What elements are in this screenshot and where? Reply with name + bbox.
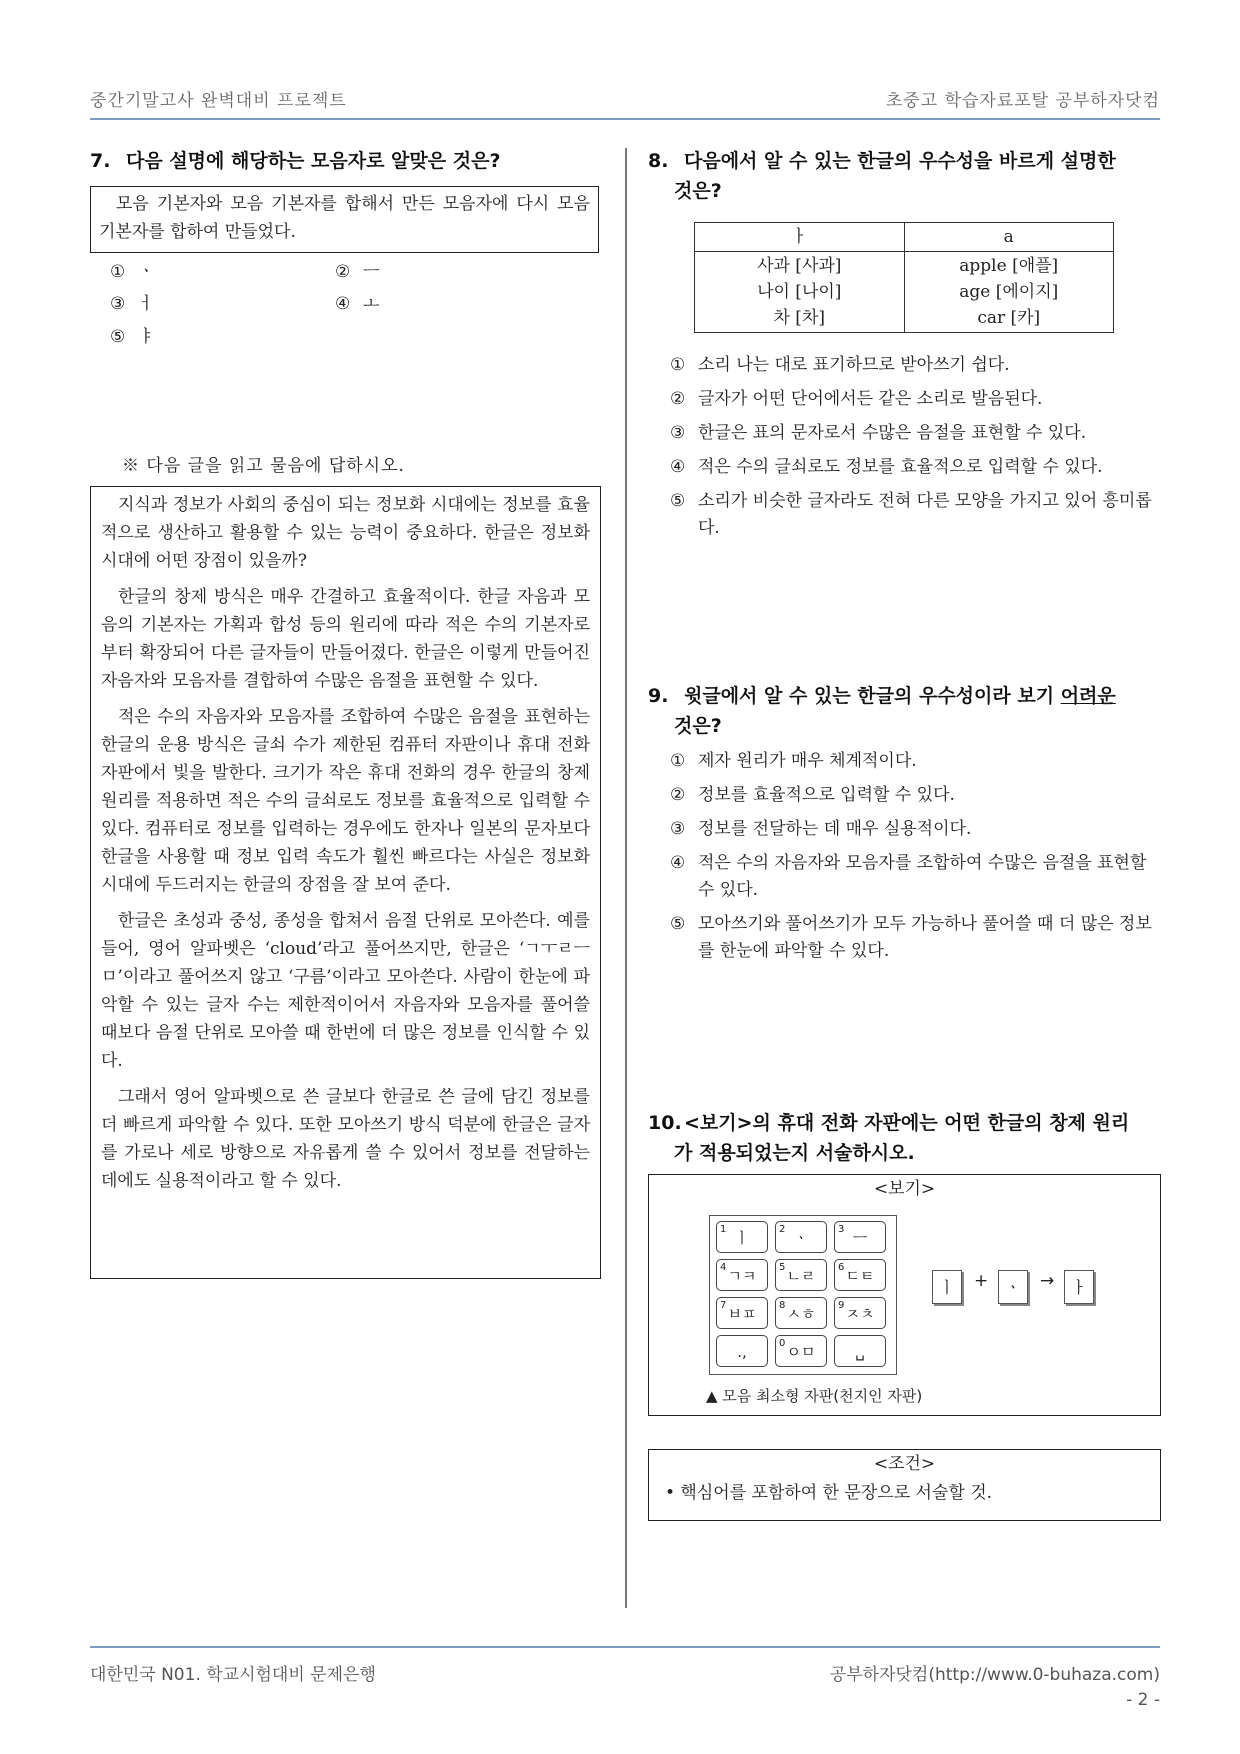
- question-number: 10.: [648, 1112, 682, 1134]
- q8-comparison-table: [694, 222, 1114, 333]
- bogi-title: <보기>: [873, 1179, 936, 1199]
- option-3[interactable]: ③ 한글은 표의 문자로서 수많은 음절을 표현할 수 있다.: [670, 423, 1087, 443]
- key-3[interactable]: 3 ㅡ: [834, 1221, 886, 1253]
- key-8[interactable]: 8 ㅅㅎ: [775, 1297, 827, 1329]
- passage-paragraph-1: 지식과 정보가 사회의 중심이 되는 정보화 시대에는 정보를 효율적으로 생산하고 활용할 수 있는 능력이 중요하다. 한글은 정보화 시대에 어떤 장점이 있을까?: [101, 495, 590, 571]
- option-4[interactable]: ④ 적은 수의 글쇠로도 정보를 효율적으로 입력할 수 있다.: [670, 457, 1103, 477]
- option-4[interactable]: ④ 적은 수의 자음자와 모음자를 조합하여 수많은 음절을 표현할 수 있다.: [670, 853, 1147, 900]
- option-2[interactable]: ② ㅡ: [335, 262, 380, 282]
- key-space[interactable]: ␣: [834, 1335, 886, 1367]
- phone-keypad: [709, 1215, 897, 1375]
- table-cell-korean: 사과 [사과] 나이 [나이] 차 [차]: [695, 252, 905, 333]
- keypad-caption: ▲ 모음 최소형 자판(천지인 자판): [706, 1387, 923, 1405]
- passage-paragraph-2: 한글의 창제 방식은 매우 간결하고 효율적이다. 한글 자음과 모음의 기본자는 가획과 합성 등의 원리에 따라 적은 수의 기본자로부터 확장되어 다른 글자들이 만들어졌다. 한글은 이렇게 만들어진 자음자와 모음자를 결합하여 수많은 음절을 표현할 수 있다.: [101, 587, 590, 691]
- table-header-english: a: [904, 223, 1114, 252]
- question-number: 9.: [648, 685, 669, 707]
- option-5[interactable]: ⑤ 모아쓰기와 풀어쓰기가 모두 가능하나 풀어쓸 때 더 많은 정보를 한눈에 파악할 수 있다.: [670, 914, 1152, 961]
- q7-condition-box: 모음 기본자와 모음 기본자를 합해서 만든 모음자에 다시 모음 기본자를 합하여 만들었다.: [90, 186, 599, 253]
- question-text-line2: 것은?: [674, 715, 722, 737]
- header-right: 초중고 학습자료포탈 공부하자닷컴: [885, 91, 1160, 111]
- key-7[interactable]: 7 ㅂㅍ: [716, 1297, 768, 1329]
- sequence-key-2: ㆍ: [998, 1270, 1028, 1304]
- option-2[interactable]: ② 정보를 효율적으로 입력할 수 있다.: [670, 785, 955, 805]
- question-text-line2: 가 적용되었는지 서술하시오.: [674, 1142, 915, 1164]
- key-5[interactable]: 5 ㄴㄹ: [775, 1259, 827, 1291]
- sequence-key-result: ㅏ: [1064, 1270, 1094, 1304]
- question-7: [90, 146, 600, 176]
- q9-options: [670, 748, 1160, 972]
- plus-sign: +: [974, 1271, 989, 1291]
- question-10: [648, 1108, 1158, 1168]
- column-divider: [625, 148, 627, 1608]
- option-2[interactable]: ② 글자가 어떤 단어에서든 같은 소리로 발음된다.: [670, 389, 1043, 409]
- q8-options: [670, 352, 1160, 549]
- passage-instruction: ※ 다음 글을 읽고 물음에 답하시오.: [122, 456, 405, 476]
- key-4[interactable]: 4 ㄱㅋ: [716, 1259, 768, 1291]
- header-left: 중간기말고사 완벽대비 프로젝트: [90, 91, 347, 111]
- table-cell-english: apple [애플] age [에이지] car [카]: [904, 252, 1114, 333]
- emphasis-underline: 어려운: [1060, 685, 1116, 707]
- option-1[interactable]: ① ㆍ: [110, 262, 155, 282]
- passage-paragraph-3: 적은 수의 자음자와 모음자를 조합하여 수많은 음절을 표현하는 한글의 운용 방식은 글쇠 수가 제한된 컴퓨터 자판이나 휴대 전화 자판에서 빛을 발한다. 크기가 작은 휴대 전화의 경우 한글의 창제 원리를 적용하면 적은 수의 글쇠로도 정보를 효율적으로 입력할 수 있다. 컴퓨터로 정보를 입력하는 경우에도 한자나 일본의 문자보다 한글을 사용할 때 정보 입력 속도가 훨씬 빠르다는 사실은 정보화 시대에 두드러지는 한글의 장점을 잘 보여 준다.: [101, 707, 590, 895]
- condition-text: • 핵심어를 포함하여 한 문장으로 서술할 것.: [665, 1483, 993, 1503]
- condition-title: <조건>: [873, 1454, 936, 1474]
- option-1[interactable]: ① 제자 원리가 매우 체계적이다.: [670, 751, 917, 771]
- question-number: 8.: [648, 150, 669, 172]
- option-4[interactable]: ④ ㅗ: [335, 294, 380, 314]
- key-6[interactable]: 6 ㄷㅌ: [834, 1259, 886, 1291]
- question-text-line1: <보기>의 휴대 전화 자판에는 어떤 한글의 창제 원리: [684, 1112, 1130, 1134]
- option-5[interactable]: ⑤ ㅑ: [110, 327, 155, 347]
- key-1[interactable]: 1 ㅣ: [716, 1221, 768, 1253]
- footer-left: 대한민국 N01. 학교시험대비 문제은행: [90, 1665, 376, 1685]
- condition-box: [648, 1449, 1161, 1521]
- page-footer: [90, 1646, 1160, 1710]
- question-8: [648, 146, 1158, 206]
- sequence-key-1: ㅣ: [932, 1270, 962, 1304]
- option-3[interactable]: ③ 정보를 전달하는 데 매우 실용적이다.: [670, 819, 972, 839]
- arrow-icon: →: [1040, 1271, 1055, 1291]
- option-5[interactable]: ⑤ 소리가 비슷한 글자라도 전혀 다른 모양을 가지고 있어 흥미롭다.: [670, 491, 1152, 538]
- page-number: - 2 -: [1126, 1690, 1160, 1710]
- key-9[interactable]: 9 ㅈㅊ: [834, 1297, 886, 1329]
- question-text-line1: 다음에서 알 수 있는 한글의 우수성을 바르게 설명한: [684, 150, 1116, 172]
- question-text-line2: 것은?: [674, 180, 722, 202]
- passage-box: [90, 486, 601, 1279]
- footer-right: 공부하자닷컴(http://www.0-buhaza.com): [829, 1665, 1160, 1685]
- question-number: 7.: [90, 150, 111, 172]
- question-text: 다음 설명에 해당하는 모음자로 알맞은 것은?: [126, 150, 501, 172]
- key-punctuation[interactable]: .,: [716, 1335, 768, 1367]
- passage-paragraph-5: 그래서 영어 알파벳으로 쓴 글보다 한글로 쓴 글에 담긴 정보를 더 빠르게 파악할 수 있다. 또한 모아쓰기 방식 덕분에 한글은 글자를 가로나 세로 방향으로 자유롭게 쓸 수 있어서 정보를 전달하는 데에도 실용적이라고 할 수 있다.: [101, 1087, 590, 1191]
- question-text-line1: 윗글에서 알 수 있는 한글의 우수성이라 보기: [684, 685, 1061, 707]
- table-header-korean: ㅏ: [695, 223, 905, 252]
- passage-paragraph-4: 한글은 초성과 중성, 종성을 합쳐서 음절 단위로 모아쓴다. 예를 들어, 영어 알파벳은 ‘cloud’라고 풀어쓰지만, 한글은 ‘ㄱㅜㄹㅡㅁ’이라고 풀어쓰지 않고 ‘구름’이라고 모아쓴다. 사람이 한눈에 파악할 수 있는 글자 수는 제한적이어서 자음자와 모음자를 풀어쓸 때보다 음절 단위로 모아쓸 때 한번에 더 많은 정보를 인식할 수 있다.: [101, 911, 590, 1071]
- option-1[interactable]: ① 소리 나는 대로 표기하므로 받아쓰기 쉽다.: [670, 355, 1010, 375]
- page-header: [90, 84, 1160, 120]
- key-0[interactable]: 0 ㅇㅁ: [775, 1335, 827, 1367]
- key-2[interactable]: 2 ㆍ: [775, 1221, 827, 1253]
- question-9: [648, 681, 1158, 741]
- option-3[interactable]: ③ ㅓ: [110, 294, 155, 314]
